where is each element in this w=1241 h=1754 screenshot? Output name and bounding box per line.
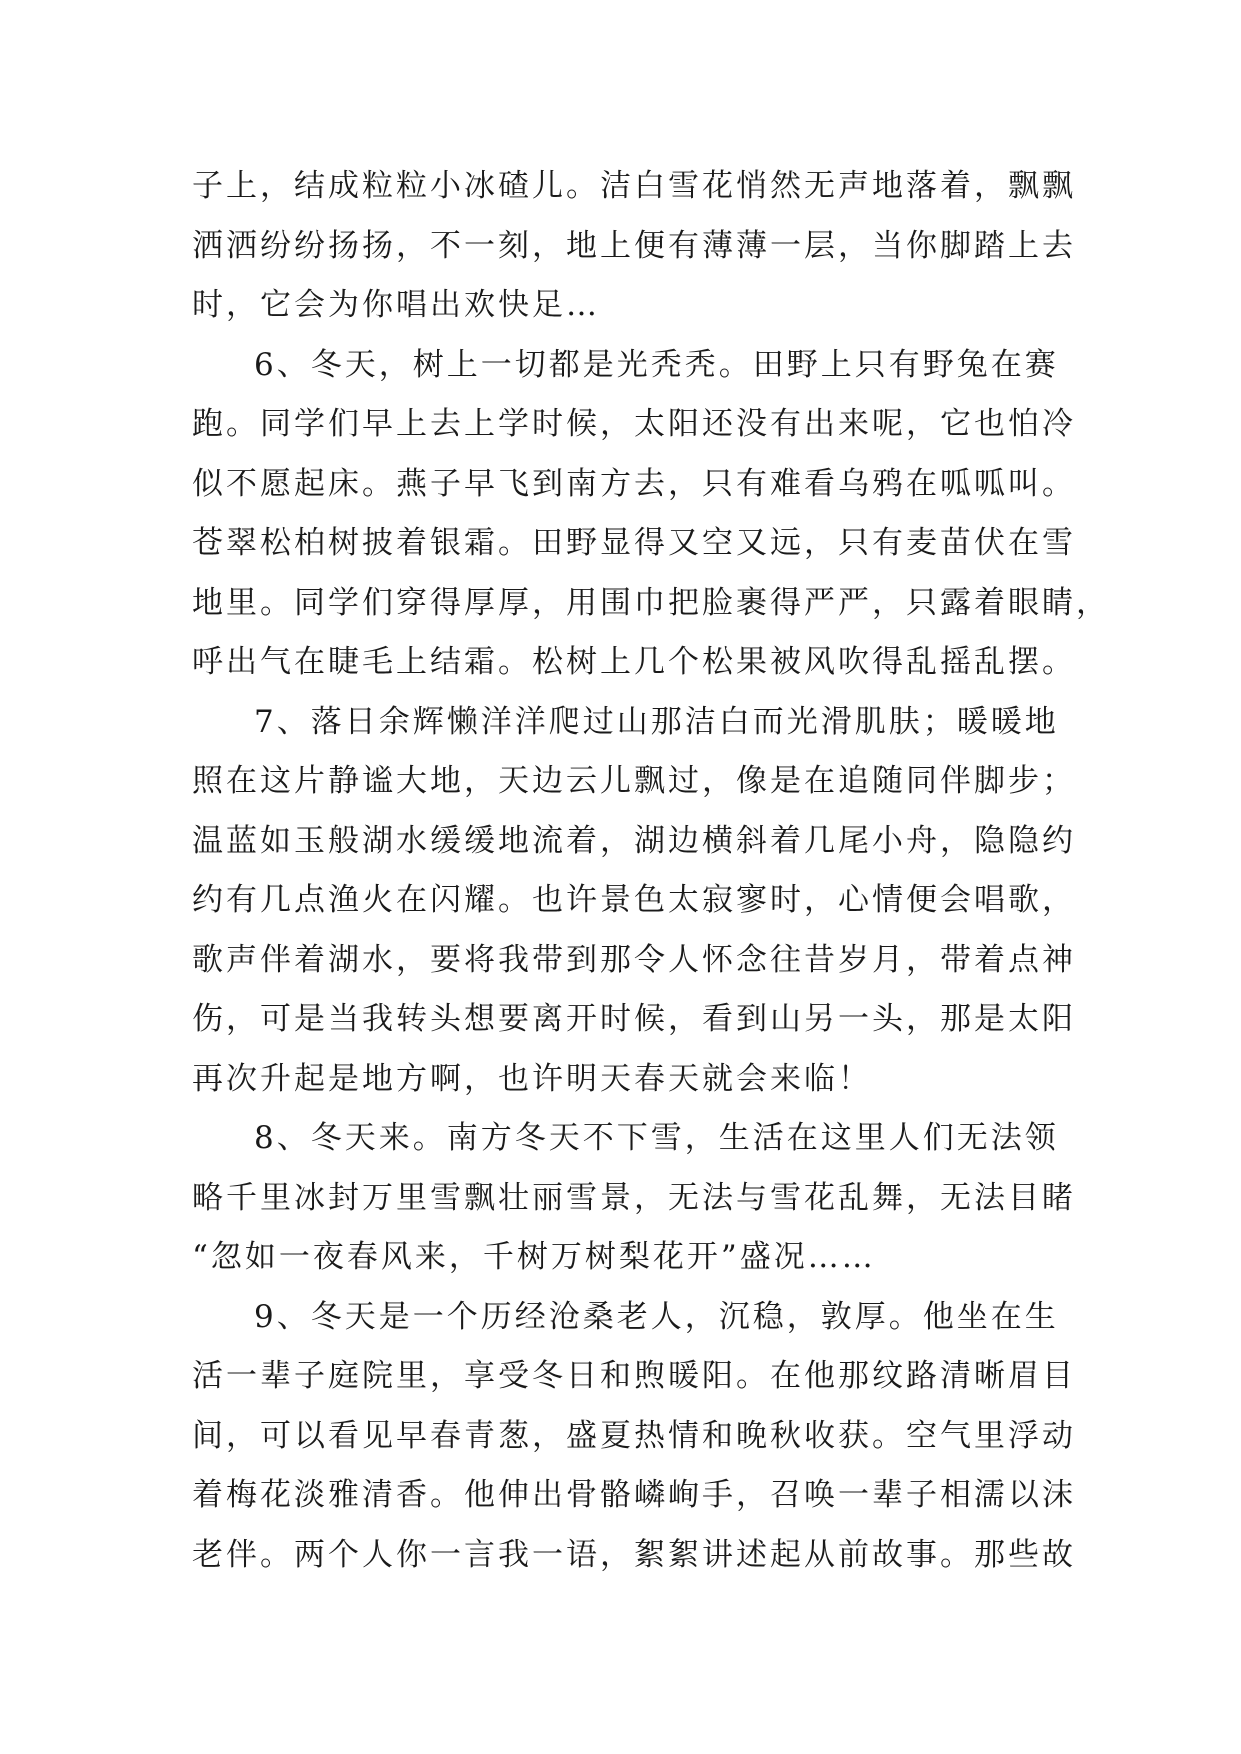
text-line: 温蓝如玉般湖水缓缓地流着，湖边横斜着几尾小舟，隐隐约: [192, 822, 1076, 859]
text-line: 子上，结成粒粒小冰碴儿。洁白雪花悄然无声地落着，飘飘: [192, 168, 1076, 204]
text-line: 苍翠松柏树披着银霜。田野显得又空又远，只有麦苗伏在雪: [192, 525, 1076, 561]
text-line: 伤，可是当我转头想要离开时候，看到山另一头，那是太阳: [192, 1001, 1076, 1037]
paragraph-8-start: 8、冬天来。南方冬天不下雪，生活在这里人们无法领: [254, 1120, 1059, 1156]
text-line: 间，可以看见早春青葱，盛夏热情和晚秋收获。空气里浮动: [192, 1417, 1076, 1454]
text-line: 老伴。两个人你一言我一语，絮絮讲述起从前故事。那些故: [192, 1536, 1076, 1573]
paragraph-6-start: 6、冬天，树上一切都是光秃秃。田野上只有野兔在赛: [254, 346, 1059, 383]
text-line: 再次升起是地方啊，也许明天春天就会来临！: [192, 1060, 872, 1097]
document-body: [192, 157, 1110, 1585]
text-line: 洒洒纷纷扬扬，不一刻，地上便有薄薄一层，当你脚踏上去: [192, 227, 1076, 264]
text-line: “忽如一夜春风来，千树万树梨花开”盛况……: [192, 1239, 876, 1275]
text-line: 约有几点渔火在闪耀。也许景色太寂寥时，心情便会唱歌，: [192, 882, 1076, 918]
text-line: 照在这片静谧大地，天边云儿飘过，像是在追随同伴脚步；: [192, 763, 1076, 799]
text-line: 时，它会为你唱出欢快足…: [192, 287, 600, 323]
text-line: 跑。同学们早上去上学时候，太阳还没有出来呢，它也怕冷: [192, 406, 1076, 442]
paragraph-9-start: 9、冬天是一个历经沧桑老人，沉稳，敦厚。他坐在生: [254, 1298, 1059, 1335]
text-line: 活一辈子庭院里，享受冬日和煦暖阳。在他那纹路清晰眉目: [192, 1358, 1076, 1394]
text-line: 着梅花淡雅清香。他伸出骨骼嶙峋手，召唤一辈子相濡以沫: [192, 1477, 1076, 1513]
text-line: 略千里冰封万里雪飘壮丽雪景，无法与雪花乱舞，无法目睹: [192, 1179, 1076, 1216]
text-line: 呼出气在睫毛上结霜。松树上几个松果被风吹得乱摇乱摆。: [192, 644, 1076, 680]
text-line: 地里。同学们穿得厚厚，用围巾把脸裹得严严，只露着眼睛，: [192, 584, 1110, 621]
paragraph-7-start: 7、落日余辉懒洋洋爬过山那洁白而光滑肌肤；暖暖地: [254, 703, 1059, 740]
text-line: 歌声伴着湖水，要将我带到那令人怀念往昔岁月，带着点神: [192, 941, 1076, 978]
text-line: 似不愿起床。燕子早飞到南方去，只有难看乌鸦在呱呱叫。: [192, 465, 1076, 502]
